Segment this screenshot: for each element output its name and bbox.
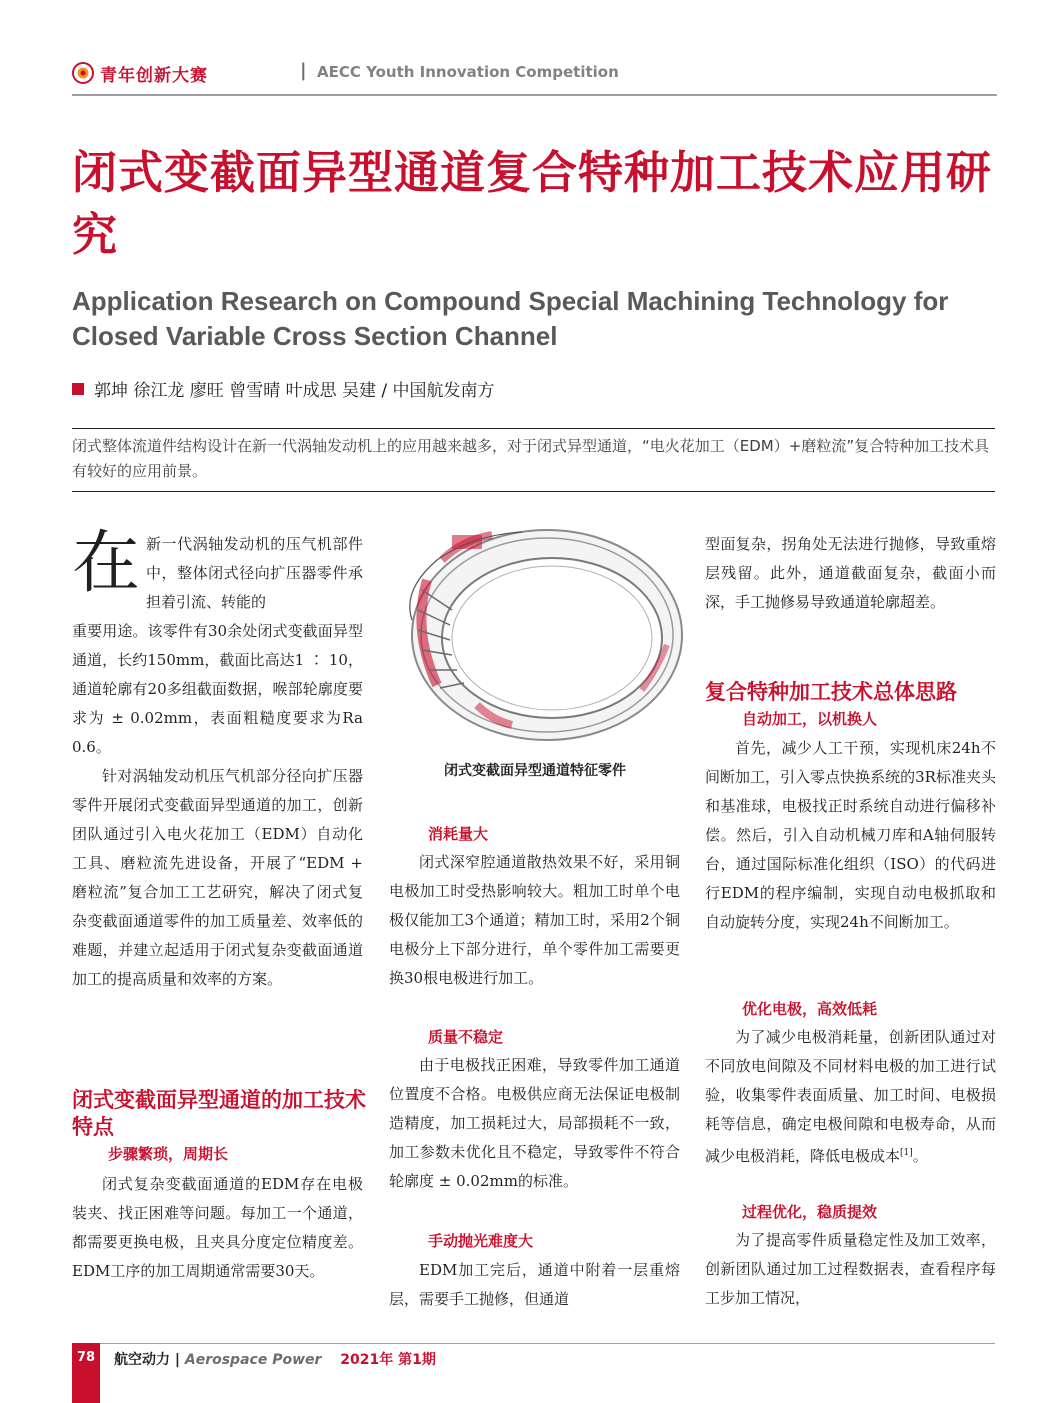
intro-paragraph: 重要用途。该零件有30余处闭式变截面异型通道，长约150mm，截面比高达1 ∶ 10，通道轮廓有20多组截面数据，喉部轮廓度要求为 ± 0.02mm，表面粗糙度要求为Ra 0.6。 [72,622,363,756]
paragraph: 首先，减少人工干预，实现机床24h不间断加工，引入零点快换系统的3R标准夹头和基准球，电极找正时系统自动进行偏移补偿。然后，引入自动机械刀库和A轴伺服转台，通过国际标准化组织（ISO）的代码进行EDM的程序编制，实现自动电极抓取和自动旋转分度，实现24h不间断加工。 [705,739,996,931]
header-divider [72,94,997,96]
subheading: 质量不稳定 [428,1028,504,1046]
journal-name-en: Aerospace Power [184,1352,322,1368]
paragraph [705,1023,996,1171]
footer-divider [100,1343,995,1344]
article-title-en: Application Research on Compound Special Machining Technology for Closed Variable Cross Section Channel [72,286,949,351]
abstract: 闭式整体流道件结构设计在新一代涡轴发动机上的应用越来越多，对于闭式异型通道，“电火花加工（EDM）+磨粒流”复合特种加工技术具有较好的应用前景。 [72,437,990,480]
author-line [72,376,495,401]
subheading: 步骤繁琐，周期长 [108,1145,229,1163]
paragraph: 为了提高零件质量稳定性及加工效率，创新团队通过加工过程数据表，查看程序每工步加工情况， [705,1231,996,1307]
author-names: 郭坤 徐江龙 廖旺 曾雪晴 叶成思 吴建 / 中国航发南方 [94,381,495,401]
journal-issue: 2021年 第1期 [340,1352,436,1368]
section-heading: 复合特种加工技术总体思路 [705,680,957,704]
section-heading: 闭式变截面异型通道的加工技术特点 [72,1088,366,1139]
page-header [72,58,997,98]
intro-paragraph-start: 新一代涡轴发动机的压气机部件中，整体闭式径向扩压器零件承担着引流、转能的 [146,535,363,611]
paragraph: EDM加工完后，通道中附着一层重熔层，需要手工抛修，但通道 [389,1261,680,1308]
header-section-title: 青年创新大赛 [100,66,208,86]
figure-caption: 闭式变截面异型通道特征零件 [444,763,626,779]
abstract-bottom-rule [72,491,995,492]
subheading: 优化电极，高效低耗 [742,1000,878,1018]
abstract-top-rule [72,428,995,429]
paragraph-text: 为了减少电极消耗量，创新团队通过对不同放电间隙及不同材料电极的加工进行试验，收集零件表面质量、加工时间、电极损耗等信息，确定电极间隙和电极寿命，从而减少电极消耗，降低电极成本 [705,1028,996,1165]
header-separator: | [300,60,307,81]
page-number: 78 [76,1350,96,1365]
paragraph: 由于电极找正困难，导致零件加工通道位置度不合格。电极供应商无法保证电极制造精度，加工损耗过大，局部损耗不一致，加工参数未优化且不稳定，导致零件不符合轮廓度 ± 0.02mm的标准。 [389,1056,680,1190]
subheading: 手动抛光难度大 [428,1232,534,1250]
paragraph: 闭式复杂变截面通道的EDM存在电极装夹、找正困难等问题。每加工一个通道，都需要更换电极，且夹具分度定位精度差。EDM工序的加工周期通常需要30天。 [72,1175,363,1280]
journal-name [114,1349,436,1369]
channel-part-figure [382,520,688,760]
journal-name-cn: 航空动力 [114,1352,170,1368]
paragraph-end: 。 [912,1147,928,1165]
subheading: 过程优化，稳质提效 [742,1203,878,1221]
article-title: 闭式变截面异型通道复合特种加工技术应用研究 [72,146,993,261]
square-bullet-icon [72,383,84,395]
paragraph: 闭式深窄腔通道散热效果不好，采用铜电极加工时受热影响较大。粗加工时单个电极仅能加工3个通道；精加工时，采用2个铜电极分上下部分进行，单个零件加工需要更换30根电极进行加工。 [389,853,680,987]
subheading: 自动加工，以机换人 [742,710,878,728]
reference-marker: [1] [900,1148,913,1158]
header-section-title-en: AECC Youth Innovation Competition [317,63,619,81]
drop-cap: 在 [72,524,141,603]
competition-logo-icon [72,62,94,84]
subheading: 消耗量大 [428,825,489,843]
paragraph: 针对涡轴发动机压气机部分径向扩压器零件开展闭式变截面异型通道的加工，创新团队通过引入电火花加工（EDM）自动化工具、磨粒流先进设备，开展了“EDM + 磨粒流”复合加工工艺研究，解决了闭式复杂变截面通道零件的加工质量差、效率低的难题，并建立起适用于闭式复杂变截面通道加工的提高质量和效率的方案。 [72,767,363,988]
journal-separator: | [174,1352,180,1368]
paragraph-continued: 型面复杂，拐角处无法进行抛修，导致重熔层残留。此外，通道截面复杂，截面小而深，手工抛修易导致通道轮廓超差。 [705,535,996,611]
